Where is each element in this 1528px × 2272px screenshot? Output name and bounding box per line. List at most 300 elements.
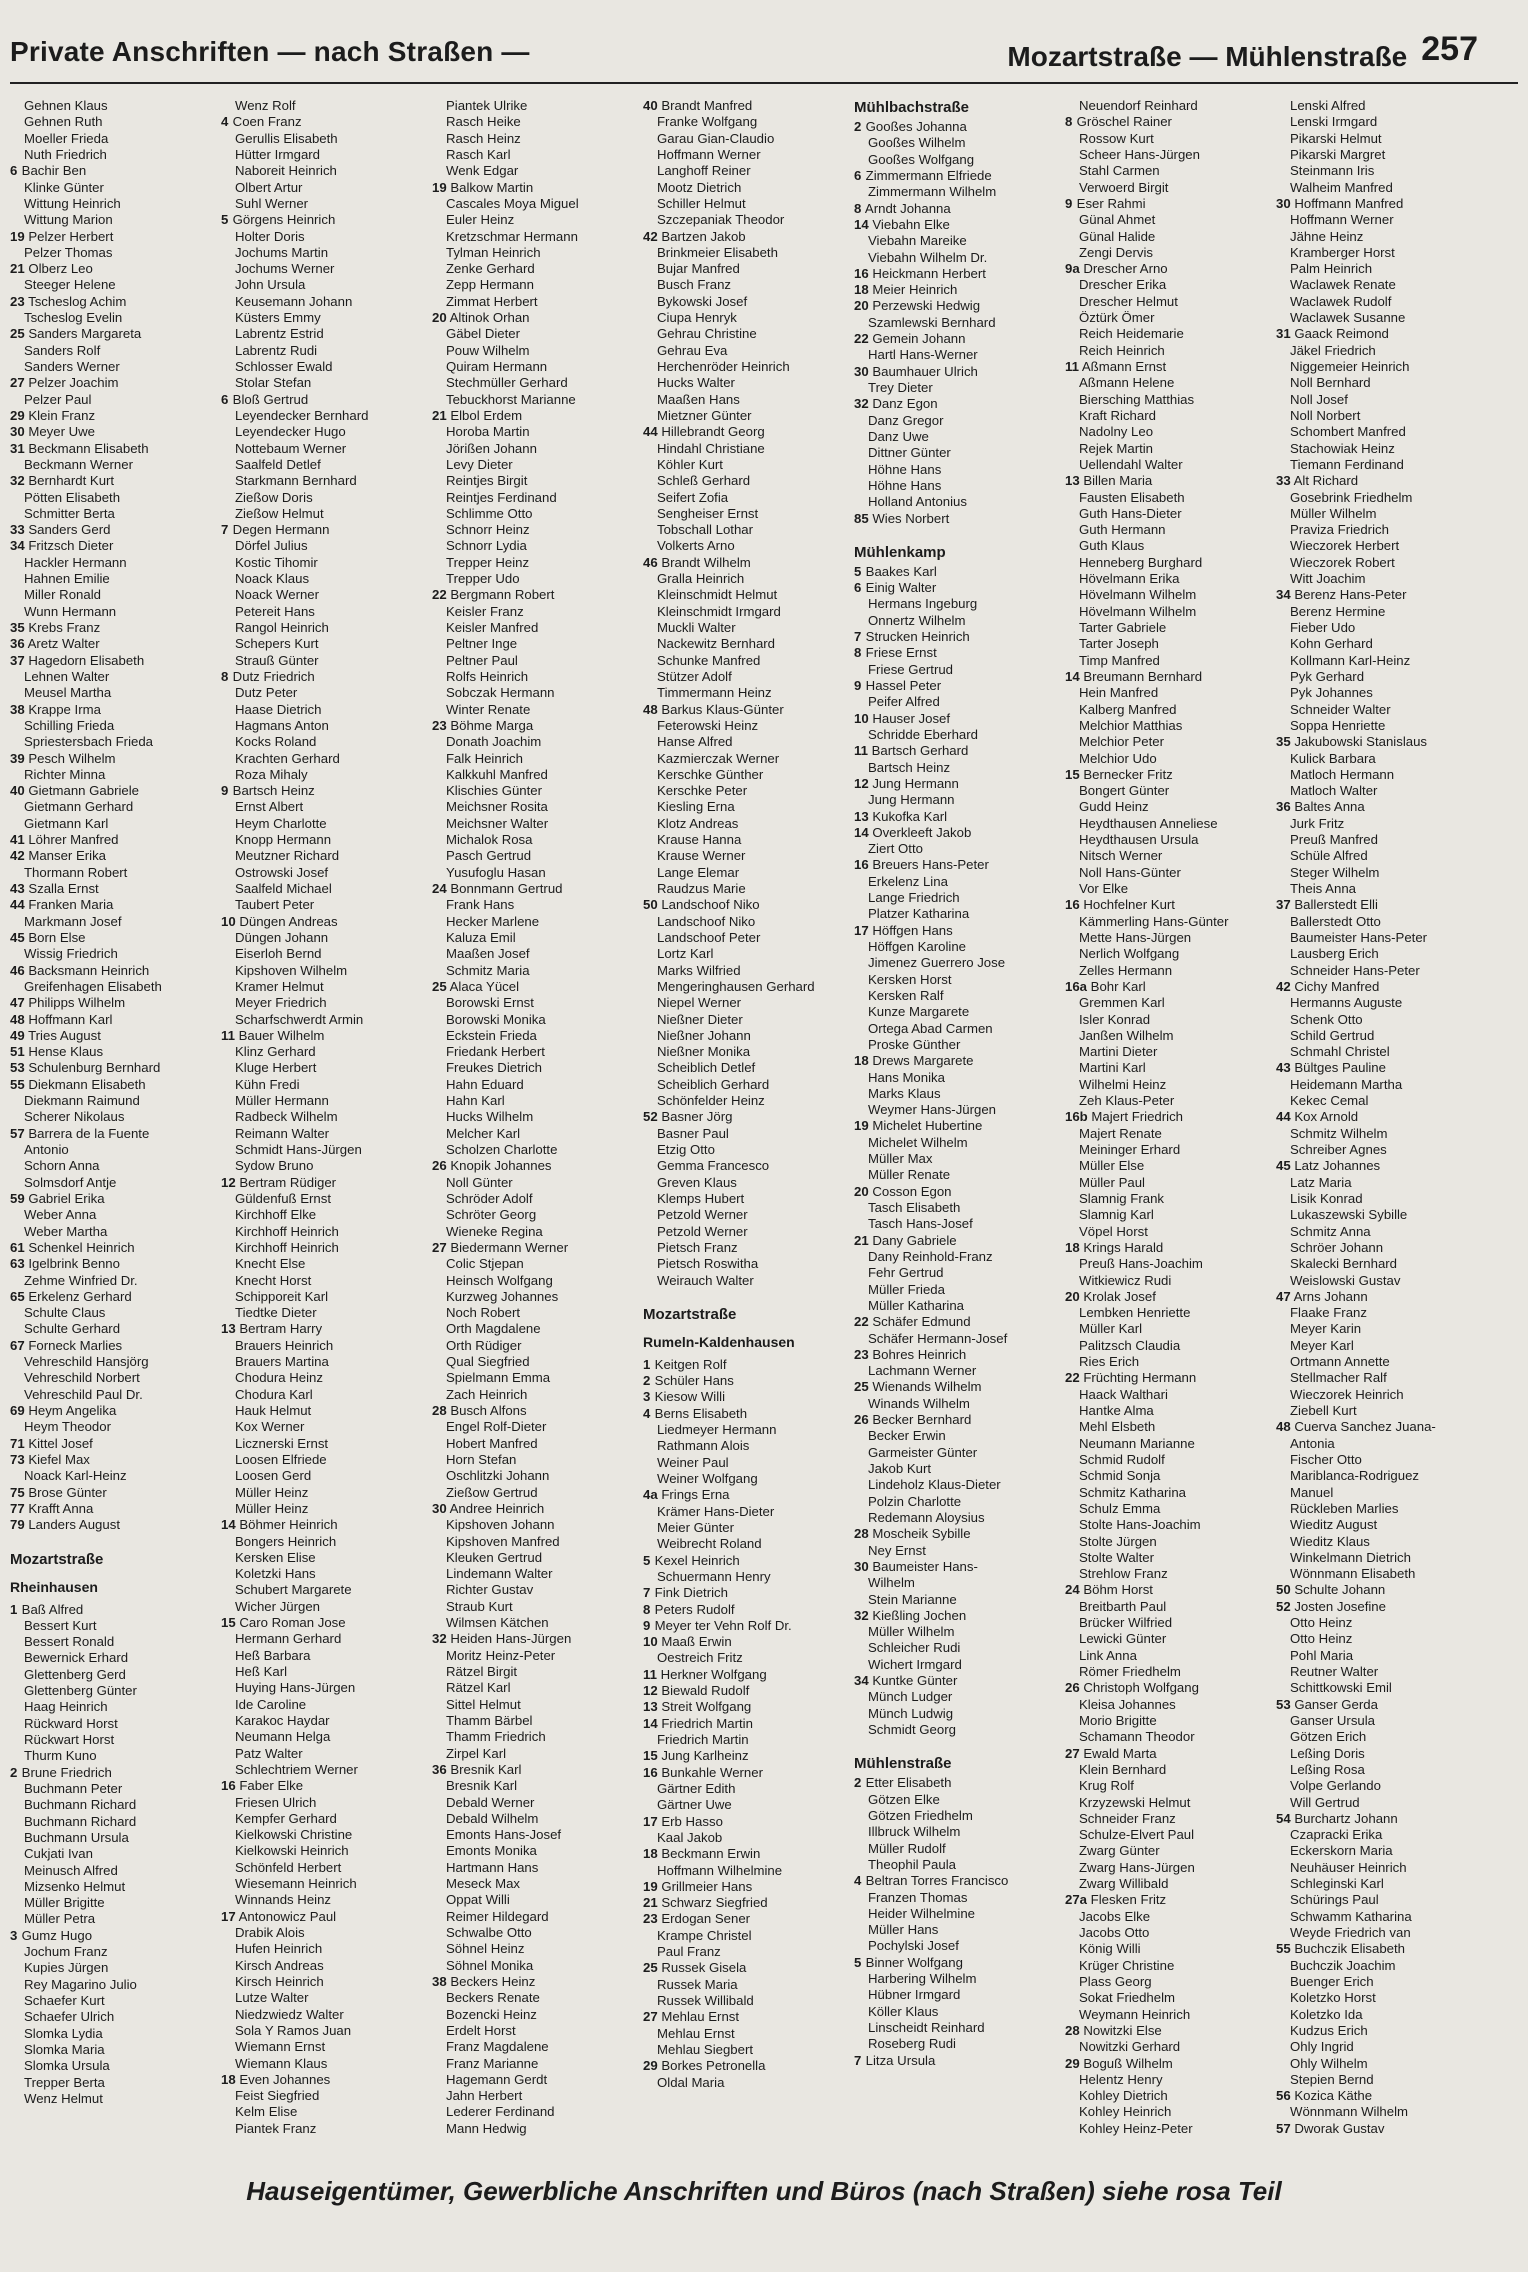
resident-name: Höhne Hans — [868, 477, 942, 493]
resident-name: Brandt Manfred — [657, 98, 753, 113]
list-item — [1065, 1517, 1270, 1533]
resident-name: Wieneke Regina — [446, 1223, 543, 1239]
list-item — [643, 1373, 848, 1389]
house-number: 19 — [854, 1118, 869, 1134]
resident-name: Heider Wilhelmine — [868, 1905, 976, 1921]
list-item — [221, 2104, 426, 2120]
list-item — [854, 1363, 1059, 1379]
resident-name: Viebahn Wilhelm Dr. — [868, 249, 988, 265]
resident-name: Bauer Wilhelm — [234, 1027, 325, 1043]
list-item — [643, 914, 848, 930]
list-item — [221, 1664, 426, 1680]
list-item — [10, 1879, 215, 1895]
list-item — [1276, 294, 1481, 310]
resident-name: Jakubowski Stanislaus — [1290, 734, 1428, 750]
resident-name: Rey Magarino Julio — [24, 1976, 137, 1992]
resident-name: Starkmann Bernhard — [235, 473, 357, 489]
resident-name: Bertram Rüdiger — [235, 1174, 337, 1190]
list-item — [10, 799, 215, 815]
resident-name: Winter Renate — [446, 701, 531, 717]
list-item — [1276, 1762, 1481, 1778]
list-item — [1065, 1729, 1270, 1745]
list-item — [1065, 1892, 1270, 1908]
resident-name: Timp Manfred — [1079, 652, 1160, 668]
resident-name: Meinusch Alfred — [24, 1862, 118, 1878]
resident-name: Schröer Johann — [1290, 1239, 1384, 1255]
house-number: 26 — [854, 1412, 869, 1428]
list-item — [1276, 865, 1481, 881]
list-item — [10, 571, 215, 587]
list-item — [10, 636, 215, 652]
resident-name: Lenski Alfred — [1290, 98, 1366, 113]
house-number: 32 — [854, 396, 869, 412]
list-item — [221, 930, 426, 946]
list-item — [1065, 163, 1270, 179]
house-number: 27 — [432, 1239, 447, 1255]
list-item — [643, 1240, 848, 1256]
resident-name: Kexel Heinrich — [651, 1552, 740, 1568]
house-number: 40 — [10, 783, 25, 799]
list-item — [432, 1876, 637, 1892]
list-item — [643, 261, 848, 277]
list-item — [854, 1070, 1059, 1086]
list-item — [1065, 669, 1270, 685]
list-item — [432, 1599, 637, 1615]
list-item — [221, 147, 426, 163]
resident-name: Cosson Egon — [868, 1183, 952, 1199]
list-item — [643, 343, 848, 359]
resident-name: Kiesow Willi — [651, 1389, 726, 1405]
resident-name: Tasch Elisabeth — [868, 1200, 961, 1215]
house-number: 50 — [643, 897, 658, 913]
list-item — [221, 1485, 426, 1501]
resident-name: Sobczak Hermann — [446, 685, 555, 701]
house-number: 14 — [854, 824, 869, 840]
resident-name: Hartmann Hans — [446, 1859, 539, 1875]
resident-name: Slamnig Frank — [1079, 1190, 1165, 1206]
list-item — [1276, 375, 1481, 391]
resident-name: Köhler Kurt — [657, 456, 723, 472]
resident-name: Schild Gertrud — [1290, 1027, 1375, 1043]
list-item — [10, 1387, 215, 1403]
list-item — [1276, 1419, 1481, 1435]
resident-name: Leßing Rosa — [1290, 1761, 1365, 1777]
resident-name: Ziert Otto — [868, 841, 923, 857]
list-item — [854, 1824, 1059, 1840]
resident-name: Kox Werner — [235, 1419, 305, 1435]
resident-name: Meyer Uwe — [24, 424, 96, 440]
list-item — [432, 897, 637, 913]
list-item — [221, 865, 426, 881]
list-item — [221, 1289, 426, 1305]
resident-name: Spriestersbach Frieda — [24, 734, 154, 750]
resident-name: Pochylski Josef — [868, 1938, 959, 1954]
resident-name: Henneberg Burghard — [1079, 554, 1203, 570]
list-item — [432, 2072, 637, 2088]
resident-name: Leßing Doris — [1290, 1745, 1365, 1761]
list-item — [643, 1012, 848, 1028]
resident-name: Heß Karl — [235, 1664, 288, 1679]
list-item — [1276, 1958, 1481, 1974]
list-item — [1276, 1534, 1481, 1550]
list-item — [221, 522, 426, 538]
house-number: 3 — [10, 1927, 18, 1943]
resident-name: Orth Rüdiger — [446, 1337, 522, 1353]
list-item — [1065, 1142, 1270, 1158]
house-number: 4 — [221, 114, 229, 130]
house-number: 38 — [10, 701, 25, 717]
list-item — [854, 890, 1059, 906]
house-number: 54 — [1276, 1810, 1291, 1826]
resident-name: Born Else — [24, 929, 86, 945]
list-item — [1065, 1762, 1270, 1778]
list-item — [221, 979, 426, 995]
resident-name: Maaßen Hans — [657, 391, 740, 407]
list-item — [221, 587, 426, 603]
list-item — [1276, 392, 1481, 408]
resident-name: Früchting Hermann — [1079, 1370, 1197, 1386]
list-item — [1065, 1109, 1270, 1125]
list-item — [1065, 995, 1270, 1011]
resident-name: Krüger Christine — [1079, 1957, 1175, 1973]
resident-name: Kalberg Manfred — [1079, 701, 1177, 717]
list-item — [221, 1158, 426, 1174]
list-item — [432, 1909, 637, 1925]
list-item — [1276, 734, 1481, 750]
list-item — [854, 1938, 1059, 1954]
house-number: 36 — [432, 1761, 447, 1777]
list-item — [854, 462, 1059, 478]
resident-name: Höffgen Hans — [868, 922, 953, 938]
list-item — [854, 1461, 1059, 1477]
resident-name: Bohres Heinrich — [868, 1346, 967, 1362]
list-item — [432, 1175, 637, 1191]
resident-name: Niepel Werner — [657, 995, 742, 1011]
resident-name: Nitsch Werner — [1079, 848, 1163, 864]
house-number: 47 — [1276, 1288, 1291, 1304]
house-number: 27 — [10, 375, 25, 391]
resident-name: Buchmann Ursula — [24, 1829, 129, 1845]
house-number: 11 — [854, 743, 868, 759]
list-item — [854, 1347, 1059, 1363]
house-number: 22 — [854, 331, 869, 347]
resident-name: Zießow Doris — [235, 489, 313, 505]
resident-name: Noll Günter — [446, 1174, 513, 1190]
list-item — [1276, 2121, 1481, 2137]
list-item — [643, 212, 848, 228]
resident-name: Schneider Walter — [1290, 701, 1391, 717]
resident-name: Krause Hanna — [657, 832, 742, 848]
house-number: 71 — [10, 1435, 25, 1451]
list-item — [643, 1553, 848, 1569]
resident-name: Tarter Joseph — [1079, 636, 1159, 652]
list-item — [854, 152, 1059, 168]
resident-name: Ganser Gerda — [1290, 1696, 1378, 1712]
list-item — [854, 1379, 1059, 1395]
list-item — [643, 114, 848, 130]
house-number: 48 — [643, 701, 658, 717]
resident-name: Zwarg Hans-Jürgen — [1079, 1859, 1195, 1875]
resident-name: Aßmann Helene — [1079, 375, 1175, 391]
list-item — [1276, 163, 1481, 179]
list-item — [1276, 1468, 1481, 1484]
list-item — [854, 1151, 1059, 1167]
house-number: 22 — [1065, 1370, 1080, 1386]
column-4 — [643, 98, 848, 2148]
house-number: 53 — [1276, 1696, 1291, 1712]
list-item — [10, 1289, 215, 1305]
resident-name: Götzen Erich — [1290, 1729, 1367, 1745]
resident-name: Schilling Frieda — [24, 717, 115, 733]
list-item — [1065, 1468, 1270, 1484]
house-number: 31 — [1276, 326, 1291, 342]
house-number: 16b — [1065, 1109, 1088, 1125]
resident-name: Düngen Johann — [235, 929, 329, 945]
list-item — [221, 1028, 426, 1044]
list-item — [1276, 1354, 1481, 1370]
list-item — [854, 1184, 1059, 1200]
list-item — [854, 298, 1059, 314]
resident-name: Kittel Josef — [24, 1435, 93, 1451]
resident-name: Karakoc Haydar — [235, 1712, 330, 1728]
list-item — [10, 1602, 215, 1618]
resident-name: Wissig Friedrich — [24, 946, 118, 962]
resident-name: Rasch Heike — [446, 114, 521, 130]
list-item — [1065, 718, 1270, 734]
list-item — [432, 816, 637, 832]
list-item — [1276, 212, 1481, 228]
list-item — [854, 613, 1059, 629]
list-item — [1065, 538, 1270, 554]
list-item — [854, 168, 1059, 184]
list-item — [1276, 2088, 1481, 2104]
list-item — [643, 1487, 848, 1503]
list-item — [643, 930, 848, 946]
resident-name: Gietmann Gerhard — [24, 799, 134, 815]
list-item — [1065, 473, 1270, 489]
resident-name: Marks Klaus — [868, 1085, 941, 1101]
list-item — [643, 1667, 848, 1683]
list-item — [1276, 636, 1481, 652]
resident-name: Fink Dietrich — [651, 1585, 728, 1601]
resident-name: Stahl Carmen — [1079, 163, 1160, 179]
list-item — [854, 727, 1059, 743]
list-item — [432, 702, 637, 718]
resident-name: Koletzko Horst — [1290, 1990, 1376, 2006]
list-item — [1276, 229, 1481, 245]
resident-name: Heydthausen Anneliese — [1079, 815, 1218, 831]
resident-name: Müller Rudolf — [868, 1840, 946, 1856]
resident-name: Horn Stefan — [446, 1451, 517, 1467]
resident-name: Meier Heinrich — [868, 282, 958, 298]
list-item — [432, 473, 637, 489]
resident-name: Gröschel Rainer — [1073, 114, 1172, 130]
list-item — [643, 375, 848, 391]
list-item — [643, 163, 848, 179]
resident-name: Jung Hermann — [868, 775, 959, 791]
resident-name: Wittung Heinrich — [24, 195, 121, 211]
district-heading: Rheinhausen — [10, 1578, 98, 1595]
list-item — [1065, 1501, 1270, 1517]
list-item — [854, 1233, 1059, 1249]
list-item — [1065, 702, 1270, 718]
house-number: 7 — [854, 2052, 862, 2068]
resident-name: Peters Rudolf — [651, 1601, 735, 1617]
list-item — [854, 315, 1059, 331]
resident-name: Bachir Ben — [18, 163, 87, 179]
list-item — [432, 751, 637, 767]
resident-name: Zenke Gerhard — [446, 261, 535, 277]
resident-name: Brauers Heinrich — [235, 1337, 334, 1353]
list-item — [854, 217, 1059, 233]
list-item — [854, 413, 1059, 429]
list-item — [854, 380, 1059, 396]
resident-name: Hanse Alfred — [657, 734, 733, 750]
resident-name: Dworak Gustav — [1290, 2120, 1385, 2136]
resident-name: Danz Uwe — [868, 428, 929, 444]
list-item — [854, 1118, 1059, 1134]
resident-name: Borkes Petronella — [657, 2058, 766, 2074]
list-item — [432, 1387, 637, 1403]
list-item — [10, 979, 215, 995]
house-number: 9 — [221, 783, 229, 799]
resident-name: Sanders Gerd — [24, 522, 111, 538]
resident-name: Kleinschmidt Irmgard — [657, 603, 781, 619]
resident-name: Labrentz Rudi — [235, 342, 318, 358]
list-item — [854, 1102, 1059, 1118]
resident-name: Forneck Marlies — [24, 1337, 123, 1353]
resident-name: Eser Rahmi — [1073, 195, 1146, 211]
resident-name: Hütter Irmgard — [235, 146, 321, 162]
resident-name: Gumz Hugo — [18, 1927, 93, 1943]
list-item — [1276, 1990, 1481, 2006]
resident-name: Faber Elke — [235, 1778, 304, 1794]
list-item — [643, 734, 848, 750]
list-item — [643, 1879, 848, 1895]
list-item — [221, 1273, 426, 1289]
resident-name: Kersken Elise — [235, 1549, 316, 1565]
resident-name: Pesch Wilhelm — [24, 750, 116, 766]
list-item — [854, 1873, 1059, 1889]
resident-name: Bessert Ronald — [24, 1634, 115, 1650]
list-item — [1276, 277, 1481, 293]
resident-name: Latz Johannes — [1290, 1158, 1381, 1174]
list-item — [1065, 1403, 1270, 1419]
resident-name: Neuhäuser Heinrich — [1290, 1859, 1407, 1875]
resident-name: Hagemann Gerdt — [446, 2071, 548, 2087]
list-item — [643, 1814, 848, 1830]
list-item — [643, 555, 848, 571]
list-item — [221, 1534, 426, 1550]
list-item — [10, 1175, 215, 1191]
resident-name: Kuntke Günter — [868, 1673, 958, 1689]
list-item — [1276, 702, 1481, 718]
resident-name: Hartl Hans-Werner — [868, 347, 978, 363]
list-item — [432, 1648, 637, 1664]
list-item — [1065, 212, 1270, 228]
list-item — [643, 1044, 848, 1060]
list-item — [1065, 832, 1270, 848]
list-item — [643, 294, 848, 310]
list-item — [221, 326, 426, 342]
list-item — [432, 1012, 637, 1028]
resident-name: Berenz Hermine — [1290, 603, 1386, 619]
list-item — [1065, 359, 1270, 375]
resident-name: Rückleben Marlies — [1290, 1500, 1399, 1516]
house-number: 30 — [1276, 195, 1291, 211]
list-item — [643, 832, 848, 848]
list-item — [854, 429, 1059, 445]
list-item — [854, 874, 1059, 890]
resident-name: Jung Karlheinz — [657, 1748, 749, 1764]
resident-name: Hein Manfred — [1079, 685, 1159, 701]
resident-name: Cichy Manfred — [1290, 978, 1380, 994]
resident-name: Scheer Hans-Jürgen — [1079, 146, 1200, 162]
resident-name: Kirchhoff Heinrich — [235, 1223, 339, 1239]
resident-name: Nuth Friedrich — [24, 146, 107, 162]
resident-name: Noll Bernhard — [1290, 375, 1371, 391]
list-item — [1276, 604, 1481, 620]
resident-name: Gehrau Christine — [657, 326, 757, 342]
resident-name: Maaßen Josef — [446, 946, 530, 962]
list-item — [10, 1452, 215, 1468]
resident-name: Baß Alfred — [18, 1601, 84, 1617]
house-number: 34 — [1276, 587, 1291, 603]
list-item — [221, 1175, 426, 1191]
resident-name: Jörißen Johann — [446, 440, 537, 456]
resident-name: Schepers Kurt — [235, 636, 319, 652]
resident-name: Noack Karl-Heinz — [24, 1468, 127, 1484]
list-item — [854, 282, 1059, 298]
resident-name: Schönfelder Heinz — [657, 1093, 765, 1109]
house-number: 10 — [854, 710, 869, 726]
list-item — [1276, 1403, 1481, 1419]
list-item — [432, 1811, 637, 1827]
resident-name: Rückward Horst — [24, 1715, 118, 1731]
resident-name: Wenz Helmut — [24, 2090, 103, 2106]
resident-name: Noll Norbert — [1290, 407, 1361, 423]
list-item — [221, 1191, 426, 1207]
list-item — [10, 1650, 215, 1666]
resident-name: Trepper Udo — [446, 571, 520, 587]
resident-name: Isler Konrad — [1079, 1011, 1151, 1027]
resident-name: Grillmeier Hans — [657, 1878, 753, 1894]
resident-name: Lindeholz Klaus-Dieter — [868, 1477, 1001, 1493]
house-number: 44 — [10, 897, 25, 913]
list-item — [432, 1289, 637, 1305]
house-number: 42 — [10, 848, 25, 864]
resident-name: Mehlau Siegbert — [657, 2041, 754, 2057]
resident-name: Kretzschmar Hermann — [446, 228, 578, 244]
list-item — [1065, 1044, 1270, 1060]
list-item — [854, 1841, 1059, 1857]
list-item — [854, 1265, 1059, 1281]
list-item — [221, 1044, 426, 1060]
resident-name: Meininger Erhard — [1079, 1142, 1181, 1157]
resident-name: Thamm Bärbel — [446, 1712, 533, 1728]
resident-name: Nackewitz Bernhard — [657, 636, 776, 652]
resident-name: Landers August — [24, 1517, 120, 1533]
list-item — [221, 506, 426, 522]
list-item — [643, 1944, 848, 1960]
resident-name: Kelm Elise — [235, 2104, 298, 2120]
resident-name: Buenger Erich — [1290, 1973, 1374, 1989]
resident-name: Soppa Henriette — [1290, 717, 1386, 733]
resident-name: Götzen Elke — [868, 1791, 940, 1807]
list-item — [10, 604, 215, 620]
resident-name: Klischies Günter — [446, 783, 543, 799]
resident-name: Slomka Lydia — [24, 2025, 103, 2041]
